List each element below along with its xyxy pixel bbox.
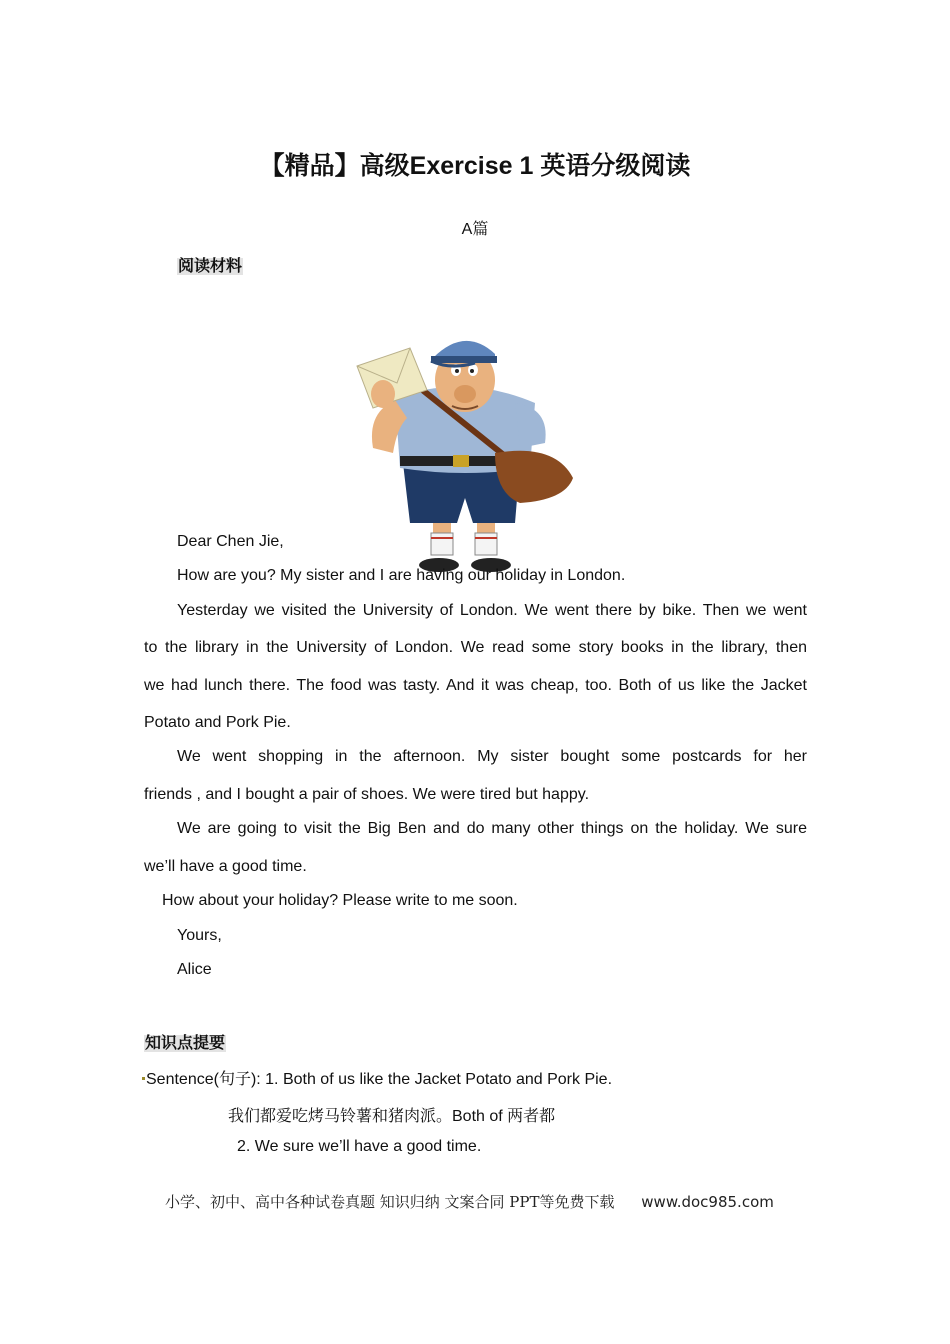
letter-paragraph-2-line-2: to the library in the University of London. We read some story books in the library, then [144,639,807,656]
note-sentence-2: 2. We sure we’ll have a good time. [237,1138,482,1155]
section-heading-knowledge [144,1030,226,1053]
page-subtitle: A篇 [461,221,489,238]
letter-paragraph-4-line-1: We are going to visit the Big Ben and do many other things on the holiday. We sure [177,820,807,837]
letter-paragraph-2-line-3: we had lunch there. The food was tasty. And it was cheap, too. Both of us like the Jacket [144,677,807,694]
footer-url[interactable]: www.doc985.com [641,1193,774,1211]
page-footer [165,1191,774,1212]
section-heading-reading [177,253,243,276]
letter-paragraph-2-line-4: Potato and Pork Pie. [144,714,291,731]
letter-paragraph-4-line-2: we’ll have a good time. [144,858,307,875]
letter-greeting: Dear Chen Jie, [177,533,284,550]
postman-illustration [355,328,580,578]
bullet-marker [142,1077,145,1080]
letter-paragraph-2-line-1: Yesterday we visited the University of London. We went there by bike. Then we went [177,602,807,619]
footer-text: 小学、初中、高中各种试卷真题 知识归纳 文案合同 PPT等免费下载 [165,1193,615,1211]
letter-closing: Yours, [177,927,222,944]
letter-paragraph-3-line-1: We went shopping in the afternoon. My sister bought some postcards for her [177,748,807,765]
note-sentence-1: Sentence(句子): 1. Both of us like the Jacket Potato and Pork Pie. [146,1071,613,1088]
section-heading-reading-label: 阅读材料 [178,258,243,275]
letter-signature: Alice [177,961,212,978]
section-heading-knowledge-label: 知识点提要 [145,1035,226,1052]
letter-paragraph-3-line-2: friends , and I bought a pair of shoes. We were tired but happy. [144,786,590,803]
letter-line-1: How are you? My sister and I are having our holiday in London. [177,567,626,584]
note-translation-1: 我们都爱吃烤马铃薯和猪肉派。Both of 两者都 [228,1108,556,1125]
page-title: 【精品】高级Exercise 1 英语分级阅读 [259,152,691,180]
letter-paragraph-5: How about your holiday? Please write to me soon. [162,892,518,909]
